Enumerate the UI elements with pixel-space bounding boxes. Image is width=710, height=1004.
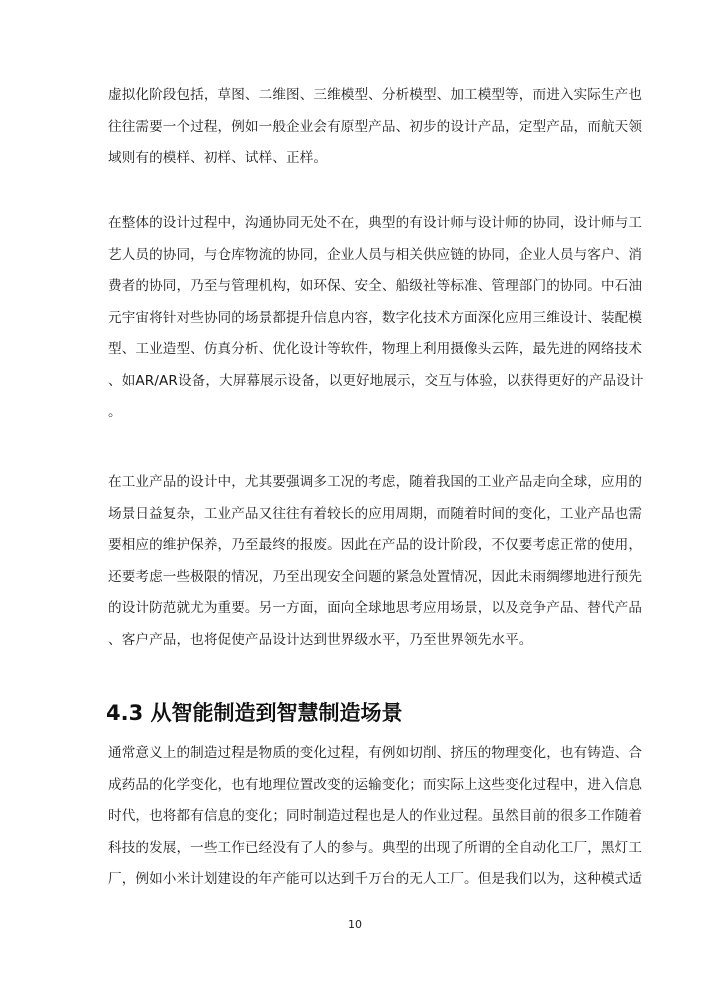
text-line: 科技的发展，一些工作已经没有了人的参与。典型的出现了所谓的全自动化工厂，黑灯工 bbox=[108, 839, 643, 856]
text-line: 元宇宙将针对些协同的场景都提升信息内容，数字化技术方面深化应用三维设计、装配模 bbox=[108, 309, 643, 326]
text-line: 成药品的化学变化，也有地理位置改变的运输变化；而实际上这些变化过程中，进入信息 bbox=[108, 776, 643, 793]
text-line: 、客户产品，也将促使产品设计达到世界级水平，乃至世界领先水平。 bbox=[108, 631, 533, 648]
text-line: 、如AR/AR设备，大屏幕展示设备，以更好地展示，交互与体验，以获得更好的产品设计 bbox=[108, 372, 644, 389]
text-line: 还要考虑一些极限的情况，乃至出现安全问题的紧急处置情况，因此未雨绸缪地进行预先 bbox=[108, 568, 643, 585]
text-line: 费者的协同，乃至与管理机构，如环保、安全、船级社等标准、管理部门的协同。中石油 bbox=[108, 278, 643, 294]
paragraph-manufacturing-process bbox=[108, 738, 643, 896]
text-line: 厂，例如小米计划建设的年产能可以达到千万台的无人工厂。但是我们以为，这种模式适 bbox=[108, 871, 643, 887]
text-line: 场景日益复杂，工业产品又往往有着较长的应用周期，而随着时间的变化，工业产品也需 bbox=[108, 505, 643, 522]
paragraph-industrial-product-design bbox=[108, 467, 643, 656]
section-heading: 4.3 从智能制造到智慧制造场景 bbox=[106, 701, 403, 725]
paragraph-design-collaboration bbox=[108, 208, 644, 429]
text-line: 时代，也将都有信息的变化；同时制造过程也是人的作业过程。虽然目前的很多工作随着 bbox=[108, 808, 643, 824]
text-line: 在工业产品的设计中，尤其要强调多工况的考虑，随着我国的工业产品走向全球，应用的 bbox=[108, 474, 643, 490]
text-line: 的设计防范就尤为重要。另一方面，面向全球地思考应用场景，以及竞争产品、替代产品 bbox=[108, 600, 643, 616]
text-line: 要相应的维护保养，乃至最终的报废。因此在产品的设计阶段，不仅要考虑正常的使用， bbox=[108, 537, 643, 553]
page-number: 10 bbox=[348, 918, 362, 931]
text-line: 域则有的模样、初样、试样、正样。 bbox=[108, 150, 328, 166]
text-line: 艺人员的协同，与仓库物流的协同，企业人员与相关供应链的协同，企业人员与客户、消 bbox=[108, 246, 643, 263]
text-line: 往往需要一个过程，例如一般企业会有原型产品、初步的设计产品，定型产品，而航天领 bbox=[108, 118, 643, 135]
text-line: 虚拟化阶段包括，草图、二维图、三维模型、分析模型、加工模型等，而进入实际生产也 bbox=[108, 87, 643, 103]
paragraph-virtualization-stages bbox=[108, 80, 643, 175]
text-line: 型、工业造型、仿真分析、优化设计等软件，物理上利用摄像头云阵，最先进的网络技术 bbox=[108, 341, 643, 357]
text-line: 。 bbox=[108, 404, 122, 420]
text-line: 在整体的设计过程中，沟通协同无处不在，典型的有设计师与设计师的协同，设计师与工 bbox=[108, 215, 643, 231]
text-line: 通常意义上的制造过程是物质的变化过程，有例如切削、挤压的物理变化，也有铸造、合 bbox=[108, 745, 643, 761]
